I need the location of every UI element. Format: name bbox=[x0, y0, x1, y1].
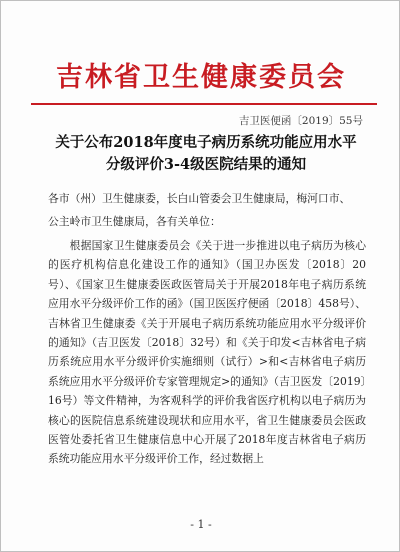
addressee-line-1: 各市（州）卫生健康委，长白山管委会卫生健康局，梅河口市、 bbox=[48, 192, 351, 205]
addressee-line-2: 公主岭市卫生健康局，各有关单位： bbox=[48, 215, 221, 228]
notice-title-line-2: 分级评价3-4级医院结果的通知 bbox=[105, 156, 307, 173]
notice-title-line-1: 关于公布2018年度电子病历系统功能应用水平 bbox=[55, 134, 357, 151]
addressee bbox=[48, 187, 368, 233]
header-red-rule bbox=[31, 103, 377, 105]
page-number: - 1 - bbox=[190, 518, 212, 531]
notice-title bbox=[39, 132, 373, 176]
issuer-header-title: 吉林省卫生健康委员会 bbox=[56, 62, 346, 93]
body-paragraph: 根据国家卫生健康委员会《关于进一步推进以电子病历为核心的医疗机构信息化建设工作的通知》（国卫办医发〔2018〕20号）、《国家卫生健康委医政医管局关于开展2018年电子病历系统应用水平分级评价工作的函》（国卫医医疗便函〔2018〕458号）、吉林省卫生健康委《关于开展电子病历系统功能应用水平分级评价的通知》（吉卫医发〔2018〕32号）和《关于印发<吉林省电子病历系统应用水平分级评价实施细则（试行）>和<吉林省电子病历系统应用水平分级评价专家管理规定>的通知》（吉卫医发〔2019〕16号）等文件精神，为客观科学的评价我省医疗机构以电子病历为核心的医院信息系统建设现状和应用水平，省卫生健康委员会医政医管处委托省卫生健康信息中心开展了2018年度吉林省电子病历系统功能应用水平分级评价工作，经过数据上 bbox=[48, 239, 367, 466]
document-number: 吉卫医便函〔2019〕55号 bbox=[238, 115, 363, 127]
